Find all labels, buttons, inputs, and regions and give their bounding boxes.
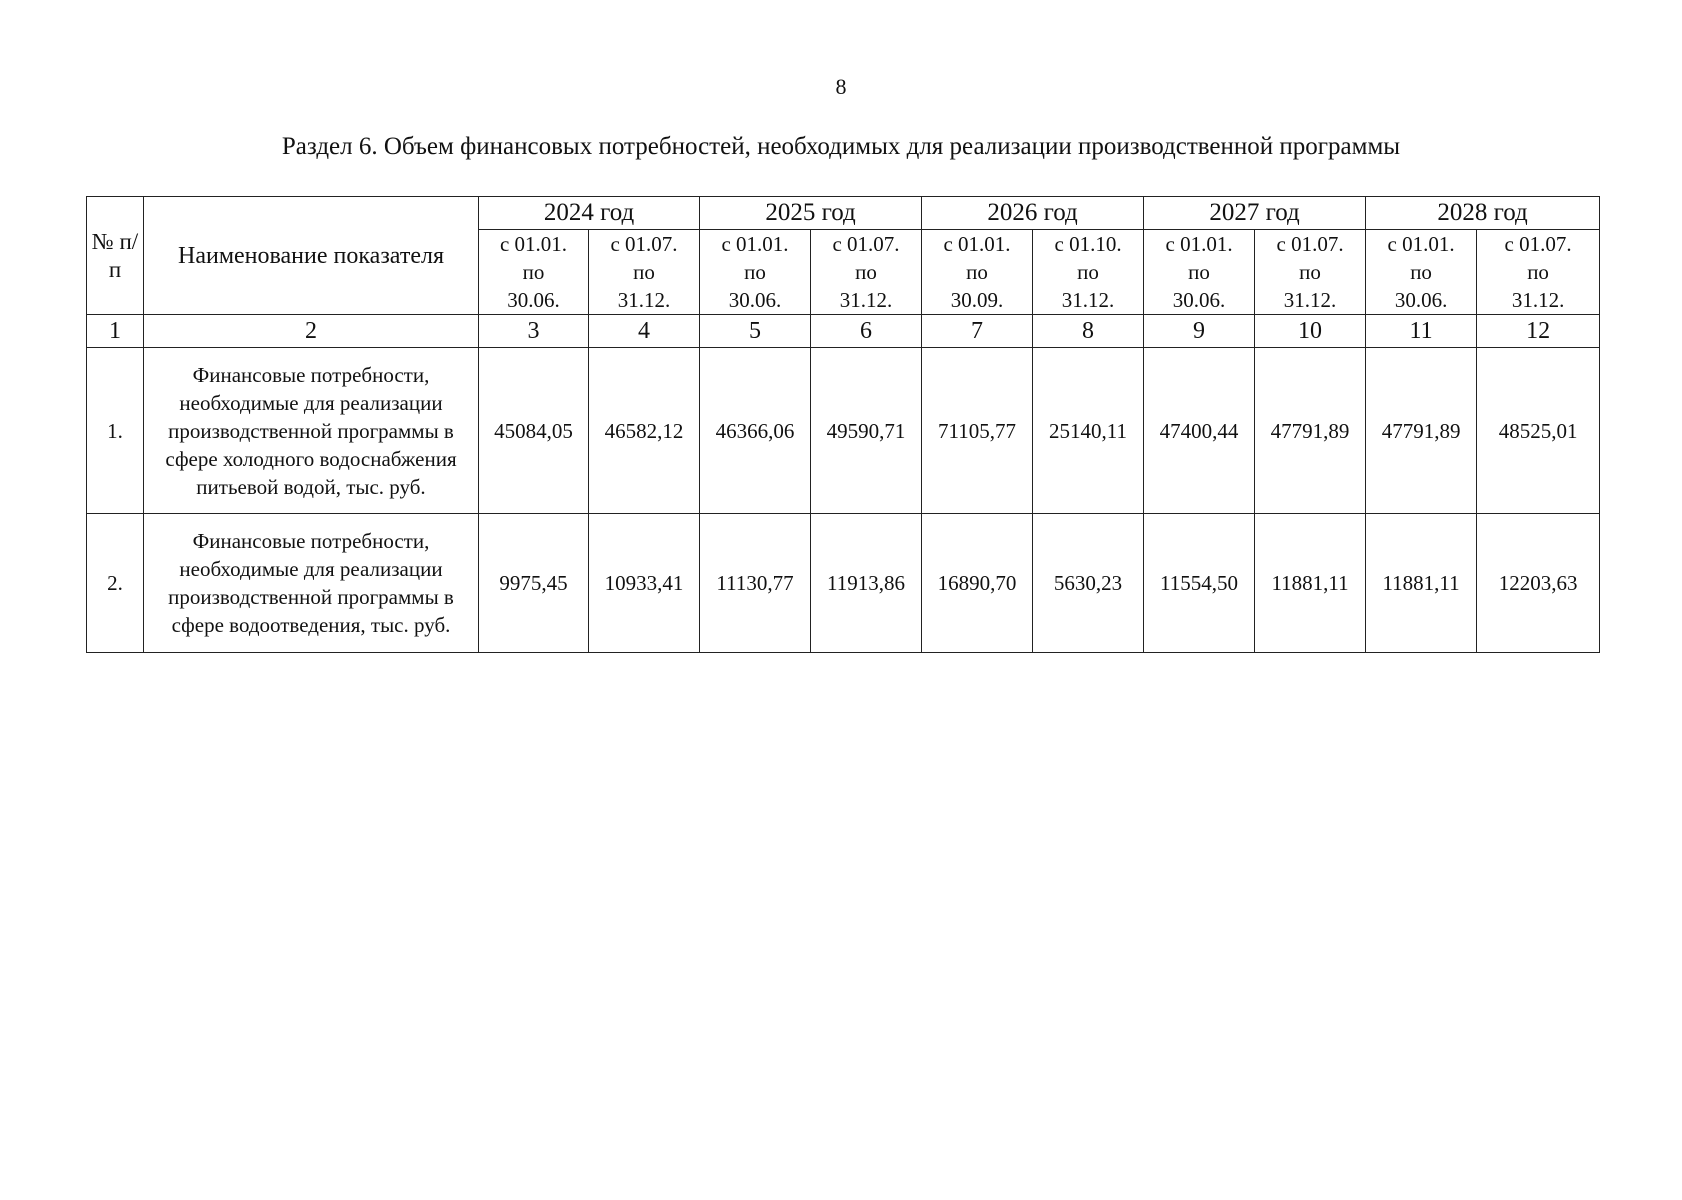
value-cell: 47791,89 bbox=[1366, 348, 1477, 514]
header-num bbox=[87, 197, 144, 315]
period-header bbox=[479, 230, 589, 315]
period-to: 31.12. bbox=[839, 288, 893, 312]
header-name bbox=[144, 197, 479, 315]
period-po: по bbox=[1299, 260, 1321, 284]
column-number: 1 bbox=[87, 315, 144, 348]
period-to: 31.12. bbox=[1061, 288, 1115, 312]
period-po: по bbox=[633, 260, 655, 284]
value-cell: 10933,41 bbox=[589, 514, 700, 653]
value-cell: 46366,06 bbox=[700, 348, 811, 514]
period-to: 31.12. bbox=[1511, 288, 1565, 312]
year-header-2027: 2027 год bbox=[1144, 197, 1366, 230]
period-po: по bbox=[1410, 260, 1432, 284]
column-number: 2 bbox=[144, 315, 479, 348]
column-number: 4 bbox=[589, 315, 700, 348]
period-from: с 01.10. bbox=[1054, 232, 1122, 256]
period-from: с 01.07. bbox=[1504, 232, 1572, 256]
period-po: по bbox=[1188, 260, 1210, 284]
period-header bbox=[1366, 230, 1477, 315]
section-title: Раздел 6. Объем финансовых потребностей, необходимых для реализации производственной программы bbox=[281, 133, 1401, 160]
value-cell: 47400,44 bbox=[1144, 348, 1255, 514]
year-header-2024: 2024 год bbox=[479, 197, 700, 230]
column-number: 3 bbox=[479, 315, 589, 348]
financial-needs-table bbox=[86, 196, 1600, 653]
header-row-years bbox=[87, 197, 1600, 230]
column-number: 11 bbox=[1366, 315, 1477, 348]
column-number-row bbox=[87, 315, 1600, 348]
value-cell: 48525,01 bbox=[1477, 348, 1600, 514]
value-cell: 11881,11 bbox=[1366, 514, 1477, 653]
period-from: с 01.01. bbox=[499, 232, 568, 256]
period-from: с 01.07. bbox=[1276, 232, 1344, 256]
column-number: 9 bbox=[1144, 315, 1255, 348]
header-name-label: Наименование показателя bbox=[178, 242, 444, 269]
value-cell: 11554,50 bbox=[1144, 514, 1255, 653]
period-to: 30.06. bbox=[728, 288, 782, 312]
row-number: 1. bbox=[87, 348, 144, 514]
period-to: 31.12. bbox=[1283, 288, 1337, 312]
header-num-label: № п/п bbox=[91, 228, 139, 282]
value-cell: 45084,05 bbox=[479, 348, 589, 514]
period-header bbox=[922, 230, 1033, 315]
period-po: по bbox=[966, 260, 988, 284]
period-to: 30.06. bbox=[507, 288, 560, 312]
period-from: с 01.01. bbox=[943, 232, 1011, 256]
year-header-2025: 2025 год bbox=[700, 197, 922, 230]
period-po: по bbox=[855, 260, 877, 284]
column-number: 5 bbox=[700, 315, 811, 348]
period-to: 31.12. bbox=[617, 288, 671, 312]
column-number: 10 bbox=[1255, 315, 1366, 348]
year-header-2028: 2028 год bbox=[1366, 197, 1600, 230]
period-from: с 01.07. bbox=[832, 232, 900, 256]
year-header-2026: 2026 год bbox=[922, 197, 1144, 230]
period-header bbox=[811, 230, 922, 315]
value-cell: 11913,86 bbox=[811, 514, 922, 653]
row-name: Финансовые потребности, необходимые для реализации производственной программы в сфере водоотведения, тыс. руб. bbox=[144, 514, 479, 653]
period-header bbox=[1033, 230, 1144, 315]
value-cell: 71105,77 bbox=[922, 348, 1033, 514]
period-po: по bbox=[1527, 260, 1549, 284]
period-from: с 01.07. bbox=[610, 232, 678, 256]
value-cell: 9975,45 bbox=[479, 514, 589, 653]
value-cell: 12203,63 bbox=[1477, 514, 1600, 653]
value-cell: 11130,77 bbox=[700, 514, 811, 653]
period-header bbox=[700, 230, 811, 315]
period-po: по bbox=[1077, 260, 1099, 284]
row-name: Финансовые потребности, необходимые для реализации производственной программы в сфере холодного водоснабжения питьевой водой, тыс. руб. bbox=[144, 348, 479, 514]
period-to: 30.06. bbox=[1172, 288, 1226, 312]
period-from: с 01.01. bbox=[1387, 232, 1455, 256]
value-cell: 46582,12 bbox=[589, 348, 700, 514]
period-to: 30.06. bbox=[1394, 288, 1448, 312]
column-number: 6 bbox=[811, 315, 922, 348]
value-cell: 11881,11 bbox=[1255, 514, 1366, 653]
period-header bbox=[1477, 230, 1600, 315]
column-number: 7 bbox=[922, 315, 1033, 348]
period-po: по bbox=[744, 260, 766, 284]
table-row bbox=[87, 514, 1600, 653]
value-cell: 49590,71 bbox=[811, 348, 922, 514]
column-number: 8 bbox=[1033, 315, 1144, 348]
table-row bbox=[87, 348, 1600, 514]
value-cell: 25140,11 bbox=[1033, 348, 1144, 514]
period-to: 30.09. bbox=[950, 288, 1004, 312]
period-from: с 01.01. bbox=[1165, 232, 1233, 256]
value-cell: 16890,70 bbox=[922, 514, 1033, 653]
period-header bbox=[589, 230, 700, 315]
period-from: с 01.01. bbox=[721, 232, 789, 256]
period-po: по bbox=[522, 260, 545, 284]
page-number: 8 bbox=[835, 74, 847, 99]
value-cell: 5630,23 bbox=[1033, 514, 1144, 653]
period-header bbox=[1255, 230, 1366, 315]
column-number: 12 bbox=[1477, 315, 1600, 348]
period-header bbox=[1144, 230, 1255, 315]
row-number: 2. bbox=[87, 514, 144, 653]
value-cell: 47791,89 bbox=[1255, 348, 1366, 514]
